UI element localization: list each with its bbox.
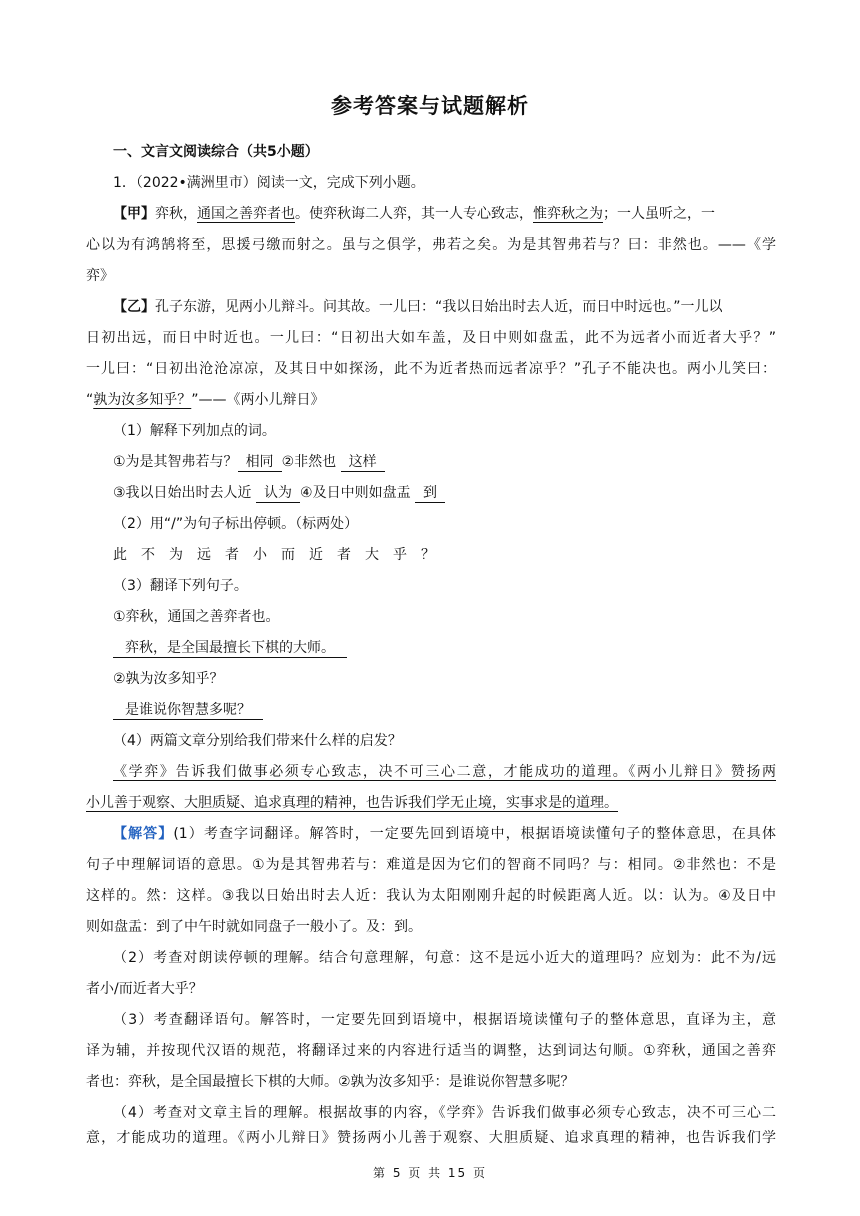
sub-question-2-head: （2）用“/”为句子标出停顿。（标两处） — [113, 516, 359, 532]
passage-jia-label: 【甲】 — [113, 206, 155, 222]
analysis-tag: 【解答】 — [113, 826, 174, 842]
sub-question-1-row-2: ③我以日始出时去人近 认为 ④及日中则如盘盂 到 — [113, 483, 776, 503]
analysis-line-9: 者也：弈秋，是全国最擅长下棋的大师。②孰为汝多知乎：是谁说你智慧多呢？ — [86, 1074, 575, 1090]
analysis-line-10: （4）考查对文章主旨的理解。根据故事的内容，《学弈》告诉我们做事必须专心致志，决不可三心二 — [113, 1105, 776, 1121]
passage-yi-line-1: 【乙】孔子东游，见两小儿辩斗。问其故。一儿曰：“我以日始出时去人近，而日中时远也。”一儿以 — [113, 299, 723, 315]
analysis-line-11: 意，才能成功的道理。《两小儿辩日》赞扬两小儿善于观察、大胆质疑、追求真理的精神，也告诉我们学 — [86, 1130, 776, 1146]
sub-question-4-head: （4）两篇文章分别给我们带来什么样的启发？ — [113, 733, 402, 749]
translate-answer-1: 弈秋，是全国最擅长下棋的大师。 — [113, 638, 776, 658]
underlined-phrase: 通国之善弈者也 — [197, 206, 295, 222]
answer-blank: 认为 — [256, 484, 300, 503]
answer-blank: 到 — [415, 484, 445, 503]
analysis-line-3: 这样的。然：这样。③我以日始出时去人近：我认为太阳刚刚升起的时候距离人近。以：认为。④及日中 — [86, 888, 776, 904]
analysis-line-2: 句子中理解词语的意思。①为是其智弗若与：难道是因为它们的智商不同吗？与：相同。②非然也：不是 — [86, 857, 776, 873]
underlined-phrase: 孰为汝多知乎？ — [93, 392, 192, 408]
passage-yi-label: 【乙】 — [113, 299, 155, 315]
page-title: 参考答案与试题解析 — [331, 94, 529, 118]
translate-answer-2: 是谁说你智慧多呢？ — [113, 700, 776, 720]
section-heading: 一、文言文阅读综合（共5小题） — [113, 144, 319, 160]
answer-blank: 这样 — [341, 453, 385, 472]
page-footer: 第 5 页 共 15 页 — [373, 1166, 487, 1180]
analysis-line-5: （2）考查对朗读停顿的理解。结合句意理解，句意：这不是远小近大的道理吗？应划为：此不为/远 — [113, 950, 776, 966]
analysis-line-1: 【解答】(1）考查字词翻译。解答时，一定要先回到语境中，根据语境读懂句子的整体意思，在具体 — [113, 826, 776, 842]
analysis-line-6: 者小/而近者大乎？ — [86, 981, 203, 997]
translate-sentence-1: ①弈秋，通国之善弈者也。 — [113, 609, 280, 625]
question-1-stem: 1．（2022•满洲里市）阅读一文，完成下列小题。 — [113, 175, 425, 191]
passage-jia-line-2: 心以为有鸿鹄将至，思援弓缴而射之。虽与之俱学，弗若之矣。为是其智弗若与？曰：非然也。——《学 — [86, 237, 776, 253]
answer-4-line-1: 《学弈》告诉我们做事必须专心致志，决不可三心二意，才能成功的道理。《两小儿辩日》赞扬两 — [113, 764, 776, 780]
underlined-phrase: 惟弈秋之为 — [533, 206, 603, 222]
answer-blank: 相同 — [238, 453, 282, 472]
passage-yi-line-4: “孰为汝多知乎？”——《两小儿辩日》 — [86, 392, 325, 408]
pause-sentence: 此不为远者小而近者大乎？ — [113, 547, 449, 563]
sub-question-1-row-1: ①为是其智弗若与？ 相同 ②非然也 这样 — [113, 452, 776, 472]
sub-question-3-head: （3）翻译下列句子。 — [113, 578, 248, 594]
analysis-line-4: 则如盘盂：到了中午时就如同盘子一般小了。及：到。 — [86, 919, 422, 935]
translate-sentence-2: ②孰为汝多知乎？ — [113, 671, 224, 687]
passage-yi-line-3: 一儿曰：“日初出沧沧凉凉，及其日中如探汤，此不为近者热而远者凉乎？”孔子不能决也。两小儿笑曰： — [86, 361, 776, 377]
answer-4-line-2: 小儿善于观察、大胆质疑、追求真理的精神，也告诉我们学无止境，实事求是的道理。 — [86, 795, 618, 811]
analysis-line-8: 译为辅，并按现代汉语的规范，将翻译过来的内容进行适当的调整，达到词达句顺。①弈秋，通国之善弈 — [86, 1043, 776, 1059]
analysis-line-7: （3）考查翻译语句。解答时，一定要先回到语境中，根据语境读懂句子的整体意思，直译为主，意 — [113, 1012, 776, 1028]
passage-jia-line-1: 【甲】弈秋，通国之善弈者也。使弈秋诲二人弈，其一人专心致志，惟弈秋之为；一人虽听之，一 — [113, 206, 715, 222]
sub-question-1-head: （1）解释下列加点的词。 — [113, 423, 276, 439]
passage-jia-line-3: 弈》 — [86, 268, 114, 284]
passage-yi-line-2: 日初出远，而日中时近也。一儿曰：“日初出大如车盖，及日中则如盘盂，此不为远者小而近者大乎？” — [86, 330, 776, 346]
